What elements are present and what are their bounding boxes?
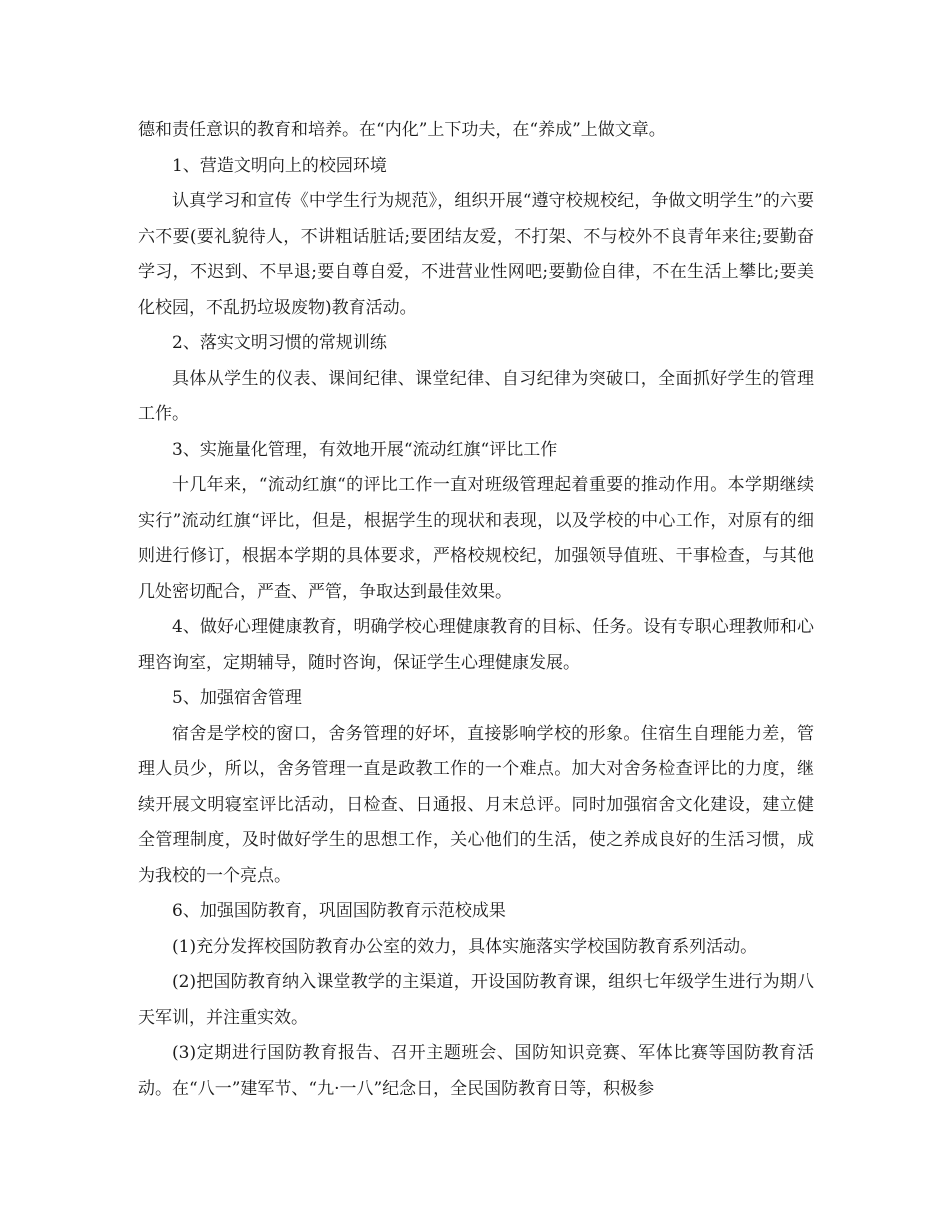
paragraph-defense-curriculum: (2)把国防教育纳入课堂教学的主渠道，开设国防教育课，组织七年级学生进行为期八天军训，并注重实效。: [138, 972, 814, 1028]
paragraph-routine-training: 具体从学生的仪表、课间纪律、课堂纪律、自习纪律为突破口，全面抓好学生的管理工作。: [138, 368, 814, 424]
section-heading-6: 6、加强国防教育，巩固国防教育示范校成果: [172, 901, 506, 921]
paragraph-campus-environment: 认真学习和宣传《中学生行为规范》，组织开展“遵守校规校纪，争做文明学生”的六要六不要(要礼貌待人，不讲粗话脏话;要团结友爱，不打架、不与校外不良青年来往;要勤奋学习，不迟到、不早退;要自尊自爱，不进营业性网吧;要勤俭自律，不在生活上攀比;要美化校园，不乱扔垃圾废物)教育活动。: [138, 191, 814, 318]
paragraph-mental-health: 4、做好心理健康教育，明确学校心理健康教育的目标、任务。设有专职心理教师和心理咨询室，定期辅导，随时咨询，保证学生心理健康发展。: [138, 617, 814, 673]
document-body: [138, 113, 814, 1107]
paragraph-defense-office: (1)充分发挥校国防教育办公室的效力，具体实施落实学校国防教育系列活动。: [172, 936, 758, 957]
paragraph-red-flag-evaluation: 十几年来，“流动红旗“的评比工作一直对班级管理起着重要的推动作用。本学期继续实行”流动红旗“评比，但是，根据学生的现状和表现，以及学校的中心工作，对原有的细则进行修订，根据本学期的具体要求，严格校规校纪，加强领导值班、干事检查，与其他几处密切配合，严查、严管，争取达到最佳效果。: [138, 475, 814, 602]
paragraph-defense-activities: (3)定期进行国防教育报告、召开主题班会、国防知识竞赛、军体比赛等国防教育活动。在“八一”建军节、“九·一八”纪念日，全民国防教育日等，积极参: [138, 1043, 814, 1099]
section-heading-1: 1、营造文明向上的校园环境: [172, 155, 387, 176]
paragraph-continuation: 德和责任意识的教育和培养。在“内化”上下功夫，在“养成”上做文章。: [138, 120, 666, 140]
section-heading-3: 3、实施量化管理，有效地开展“流动红旗“评比工作: [172, 439, 558, 460]
section-heading-5: 5、加强宿舍管理: [172, 688, 302, 708]
paragraph-dormitory-management: 宿舍是学校的窗口，舍务管理的好坏，直接影响学校的形象。住宿生自理能力差，管理人员少，所以，舍务管理一直是政教工作的一个难点。加大对舍务检查评比的力度，继续开展文明寝室评比活动，日检查、日通报、月末总评。同时加强宿舍文化建设，建立健全管理制度，及时做好学生的思想工作，关心他们的生活，使之养成良好的生活习惯，成为我校的一个亮点。: [138, 723, 814, 886]
section-heading-2: 2、落实文明习惯的常规训练: [172, 333, 387, 353]
